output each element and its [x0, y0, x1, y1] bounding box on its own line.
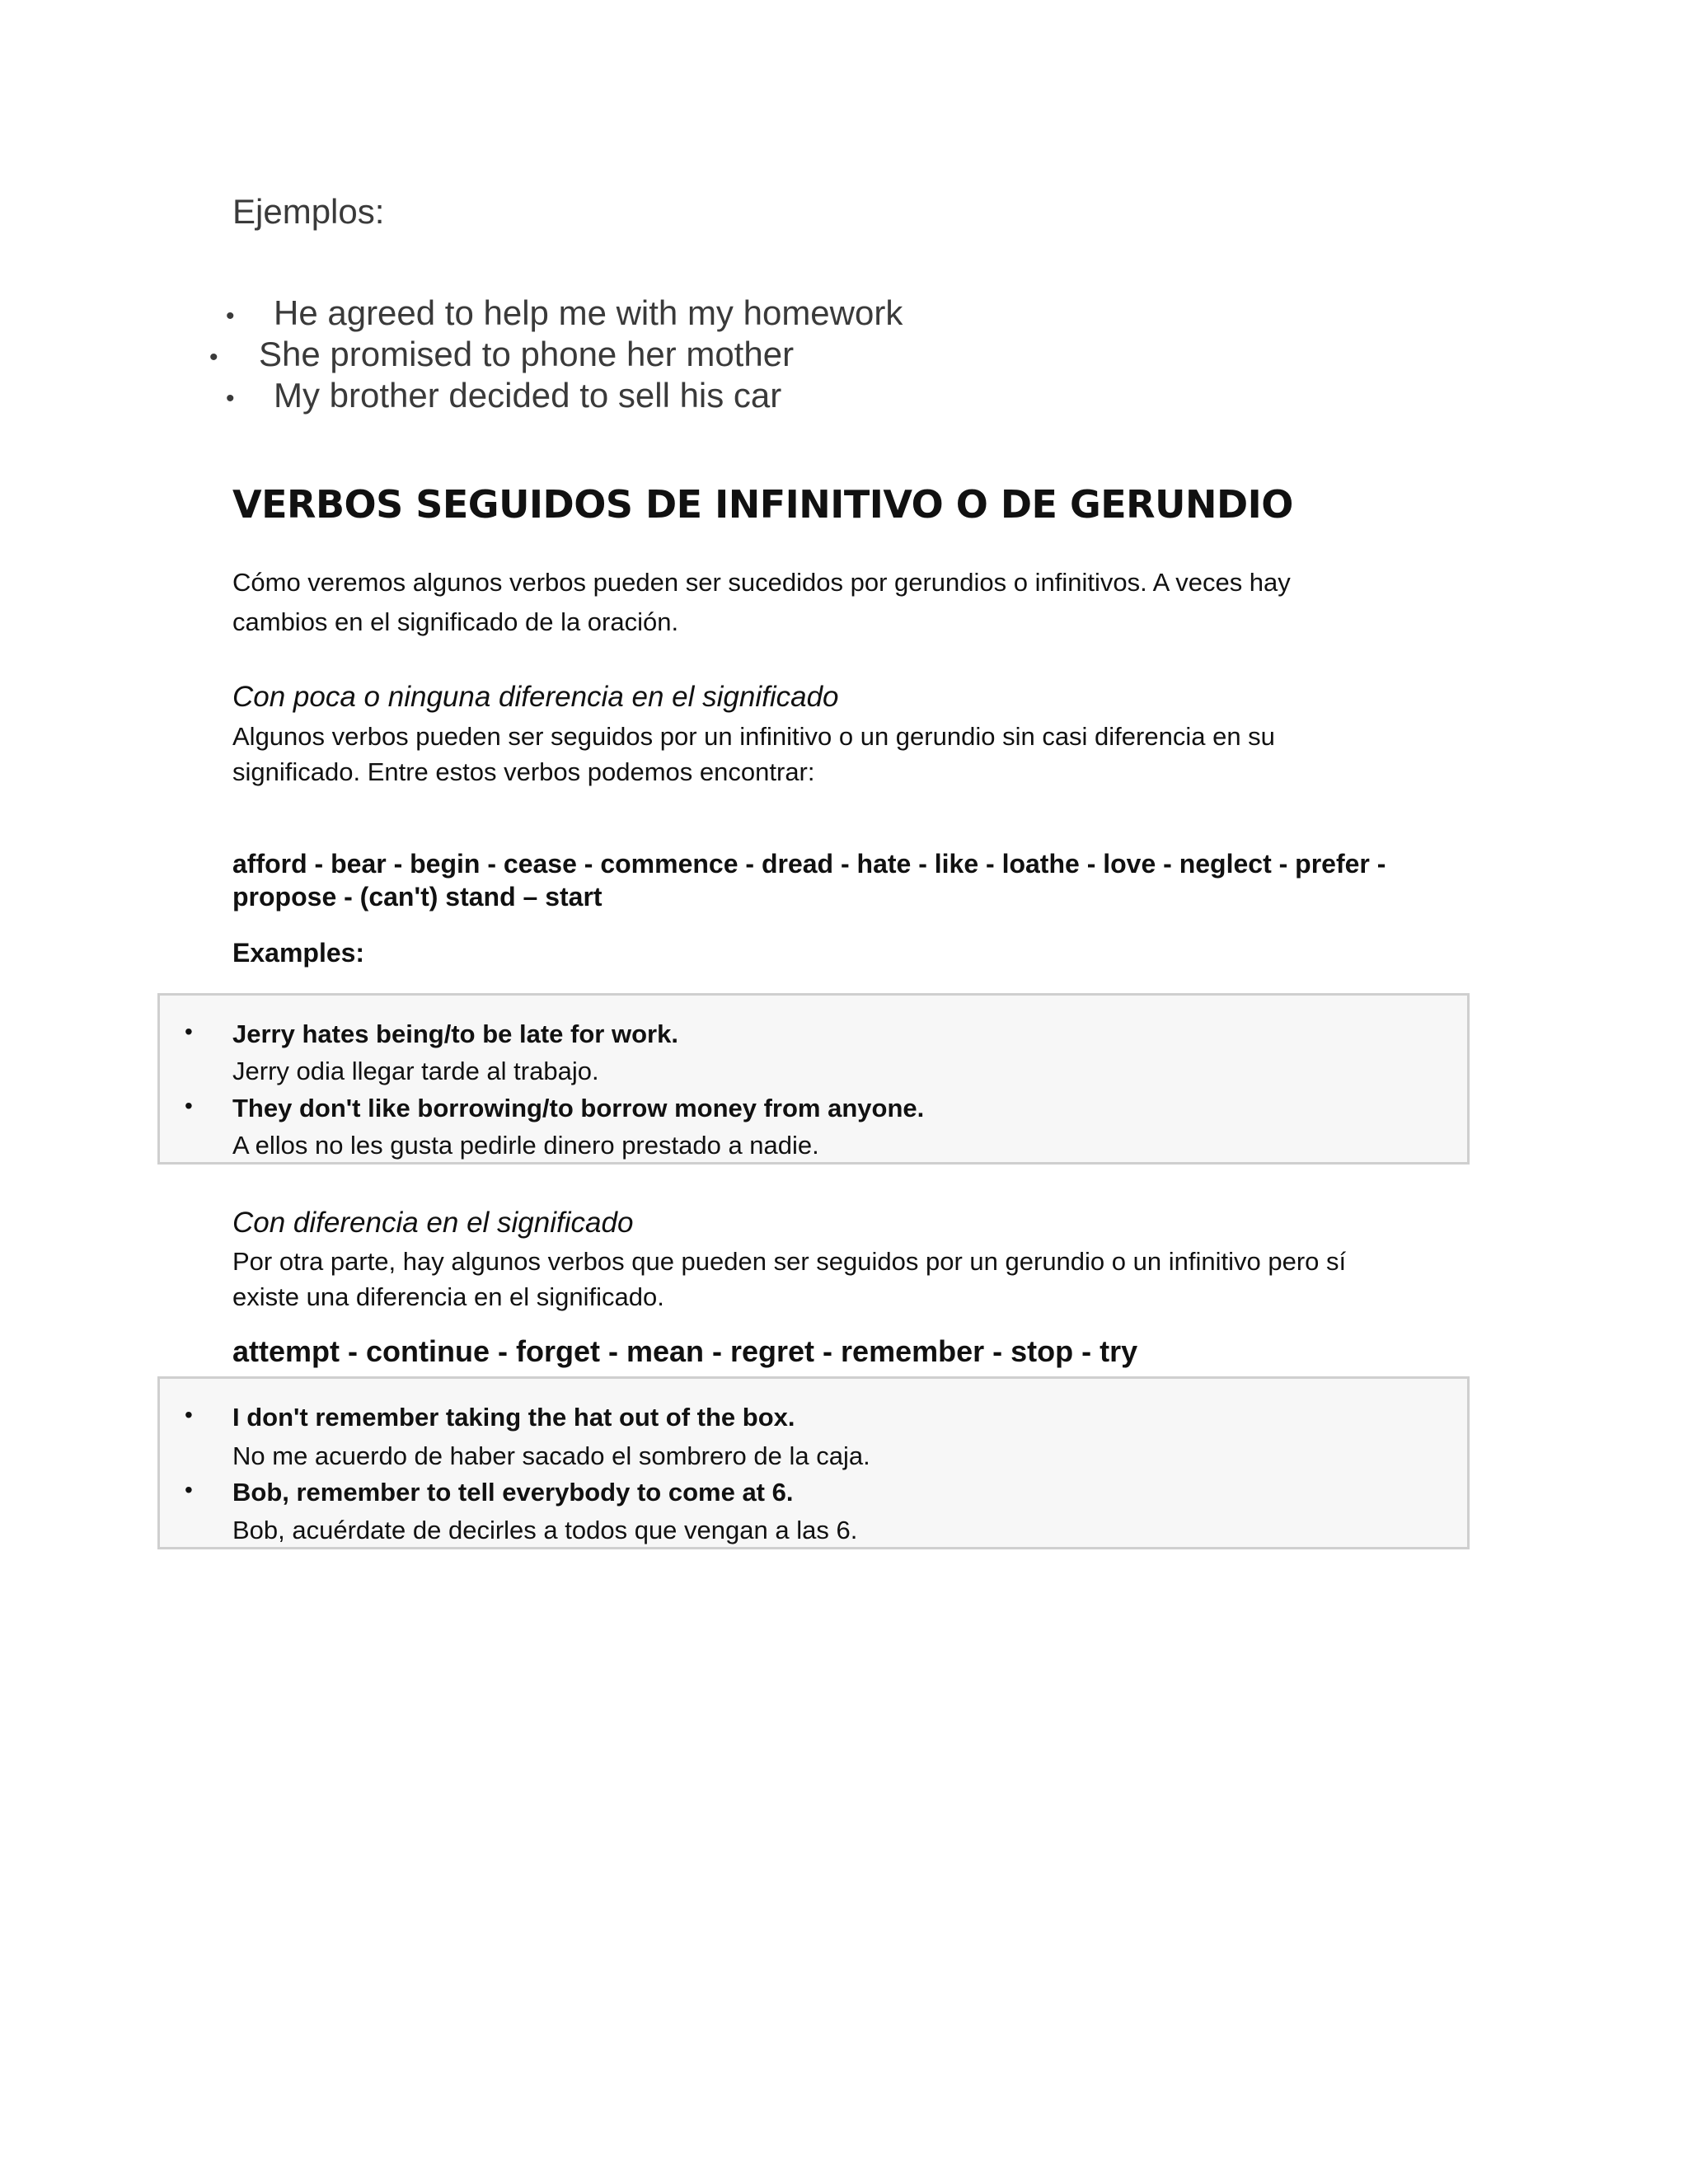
list-item	[226, 293, 903, 334]
list-item-text: She promised to phone her mother	[259, 335, 795, 373]
example-box	[157, 993, 1470, 1165]
example-spanish: A ellos no les gusta pedirle dinero prestado a nadie.	[232, 1131, 819, 1160]
bullet-icon: •	[226, 302, 235, 330]
examples-label: Examples:	[232, 938, 365, 968]
section-title: VERBOS SEGUIDOS DE INFINITIVO O DE GERUNDIO	[232, 482, 1293, 527]
section-intro-line: cambios en el significado de la oración.	[232, 607, 679, 636]
example-english: Bob, remember to tell everybody to come at 6.	[232, 1478, 794, 1507]
verb-list-line: afford - bear - begin - cease - commence - dread - hate - like - loathe - love - neglect - prefer -	[232, 849, 1386, 879]
example-english: Jerry hates being/to be late for work.	[232, 1019, 678, 1048]
list-item	[209, 334, 795, 375]
list-item	[226, 375, 782, 416]
bullet-icon: •	[185, 1093, 193, 1118]
bullet-icon: •	[185, 1019, 193, 1044]
subsection-title: Con poca o ninguna diferencia en el significado	[232, 681, 839, 713]
example-spanish: Bob, acuérdate de decirles a todos que vengan a las 6.	[232, 1516, 858, 1544]
subsection-title: Con diferencia en el significado	[232, 1207, 634, 1239]
verb-list-line: propose - (can't) stand – start	[232, 882, 603, 912]
section-intro-line: Cómo veremos algunos verbos pueden ser sucedidos por gerundios o infinitivos. A veces hay	[232, 568, 1291, 597]
list-item-text: He agreed to help me with my homework	[274, 293, 903, 332]
example-box	[157, 1376, 1470, 1549]
bullet-icon: •	[226, 385, 235, 412]
list-item-text: My brother decided to sell his car	[274, 376, 782, 415]
subsection-desc-line: significado. Entre estos verbos podemos encontrar:	[232, 757, 815, 786]
bullet-icon: •	[185, 1477, 193, 1502]
subsection-desc-line: Por otra parte, hay algunos verbos que pueden ser seguidos por un gerundio o un infinitivo pero sí	[232, 1247, 1347, 1276]
verb-list-line: attempt - continue - forget - mean - regret - remember - stop - try	[232, 1334, 1138, 1368]
examples-heading: Ejemplos:	[232, 192, 385, 231]
example-english: They don't like borrowing/to borrow money from anyone.	[232, 1094, 925, 1122]
example-english: I don't remember taking the hat out of the box.	[232, 1403, 795, 1432]
example-spanish: Jerry odia llegar tarde al trabajo.	[232, 1057, 599, 1085]
example-spanish: No me acuerdo de haber sacado el sombrero de la caja.	[232, 1441, 870, 1470]
subsection-desc-line: existe una diferencia en el significado.	[232, 1282, 664, 1311]
bullet-icon: •	[185, 1402, 193, 1427]
subsection-desc-line: Algunos verbos pueden ser seguidos por un infinitivo o un gerundio sin casi diferencia en su	[232, 722, 1275, 751]
bullet-icon: •	[209, 344, 218, 371]
